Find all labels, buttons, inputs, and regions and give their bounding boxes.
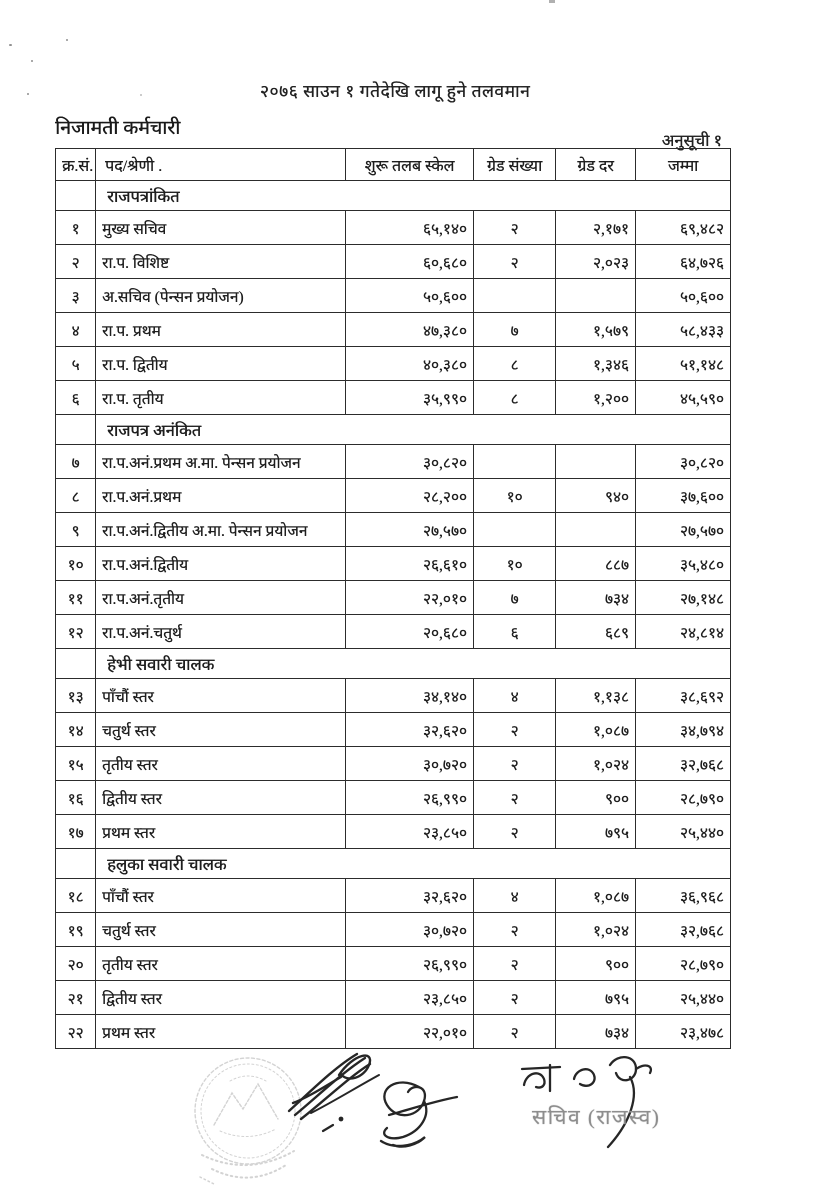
serial-number-cell: १३: [56, 679, 96, 713]
employee-category-heading: निजामती कर्मचारी: [55, 118, 181, 139]
starting-salary-cell: २६,९९०: [346, 947, 474, 981]
table-row: [56, 313, 731, 347]
grade-rate-cell: १,१३८: [556, 679, 636, 713]
col-header-serial-number: क्र.सं.: [56, 149, 96, 181]
grade-rate-cell: १,३४६: [556, 347, 636, 381]
starting-salary-cell: ६५,१४०: [346, 211, 474, 245]
signature-2: [367, 1073, 462, 1153]
grade-count-cell: २: [474, 913, 556, 947]
total-cell: ५०,६००: [636, 279, 731, 313]
starting-salary-cell: ३४,१४०: [346, 679, 474, 713]
grade-count-cell: ७: [474, 581, 556, 615]
total-cell: २३,४७८: [636, 1015, 731, 1049]
total-cell: ५८,४३३: [636, 313, 731, 347]
total-cell: २५,४४०: [636, 815, 731, 849]
grade-rate-cell: १,२००: [556, 381, 636, 415]
serial-number-cell: ९: [56, 513, 96, 547]
serial-number-cell: २०: [56, 947, 96, 981]
starting-salary-cell: २२,०१०: [346, 1015, 474, 1049]
table-row: [56, 547, 731, 581]
post-class-cell: रा.प. प्रथम: [96, 313, 346, 347]
starting-salary-cell: २२,०१०: [346, 581, 474, 615]
serial-number-cell: ११: [56, 581, 96, 615]
serial-number-cell: १८: [56, 879, 96, 913]
grade-count-cell: [474, 513, 556, 547]
grade-rate-cell: ९००: [556, 781, 636, 815]
post-class-cell: चतुर्थ स्तर: [96, 713, 346, 747]
post-class-cell: रा.प. तृतीय: [96, 381, 346, 415]
grade-rate-cell: ६८९: [556, 615, 636, 649]
grade-rate-cell: १,०२४: [556, 913, 636, 947]
col-header-total: जम्मा: [636, 149, 731, 181]
grade-rate-cell: [556, 279, 636, 313]
table-row: [56, 747, 731, 781]
post-class-cell: द्वितीय स्तर: [96, 981, 346, 1015]
serial-number-cell: ३: [56, 279, 96, 313]
grade-count-cell: २: [474, 947, 556, 981]
grade-count-cell: २: [474, 245, 556, 279]
starting-salary-cell: ३०,८२०: [346, 445, 474, 479]
grade-count-cell: १०: [474, 547, 556, 581]
scan-speck: [66, 39, 68, 41]
total-cell: २८,७९०: [636, 947, 731, 981]
grade-count-cell: २: [474, 211, 556, 245]
grade-count-cell: ६: [474, 615, 556, 649]
table-row: [56, 513, 731, 547]
post-class-cell: रा.प.अनं.प्रथम: [96, 479, 346, 513]
serial-number-cell: ४: [56, 313, 96, 347]
grade-rate-cell: ८८७: [556, 547, 636, 581]
total-cell: ४५,५९०: [636, 381, 731, 415]
serial-number-cell: २१: [56, 981, 96, 1015]
grade-rate-cell: ९००: [556, 947, 636, 981]
schedule-label: अनुसूची १: [661, 131, 722, 150]
section-header-row: [56, 849, 731, 879]
grade-rate-cell: ७९५: [556, 815, 636, 849]
table-row: [56, 815, 731, 849]
serial-number-cell: १५: [56, 747, 96, 781]
post-class-cell: पाँचौं स्तर: [96, 879, 346, 913]
section-sn-cell: [56, 181, 96, 211]
grade-count-cell: ४: [474, 679, 556, 713]
scan-speck: [31, 60, 33, 62]
post-class-cell: रा.प. विशिष्ट: [96, 245, 346, 279]
grade-rate-cell: २,१७१: [556, 211, 636, 245]
section-sn-cell: [56, 415, 96, 445]
section-title: राजपत्रांकित: [96, 181, 731, 211]
col-header-starting-salary-scale: शुरू तलब स्केल: [346, 149, 474, 181]
table-row: [56, 615, 731, 649]
serial-number-cell: २: [56, 245, 96, 279]
section-sn-cell: [56, 849, 96, 879]
post-class-cell: चतुर्थ स्तर: [96, 913, 346, 947]
grade-rate-cell: १,०२४: [556, 747, 636, 781]
table-row: [56, 679, 731, 713]
post-class-cell: रा.प. द्वितीय: [96, 347, 346, 381]
grade-count-cell: १०: [474, 479, 556, 513]
grade-rate-cell: ७९५: [556, 981, 636, 1015]
starting-salary-cell: २७,५७०: [346, 513, 474, 547]
serial-number-cell: १: [56, 211, 96, 245]
scan-speck: [9, 44, 12, 46]
total-cell: ३५,४८०: [636, 547, 731, 581]
serial-number-cell: १४: [56, 713, 96, 747]
grade-rate-cell: [556, 513, 636, 547]
total-cell: २४,८१४: [636, 615, 731, 649]
grade-count-cell: २: [474, 815, 556, 849]
table-row: [56, 279, 731, 313]
total-cell: २७,५७०: [636, 513, 731, 547]
serial-number-cell: ५: [56, 347, 96, 381]
starting-salary-cell: ३२,६२०: [346, 879, 474, 913]
grade-rate-cell: १,०८७: [556, 879, 636, 913]
section-title: हेभी सवारी चालक: [96, 649, 731, 679]
post-class-cell: रा.प.अनं.तृतीय: [96, 581, 346, 615]
section-sn-cell: [56, 649, 96, 679]
scan-speck: [549, 0, 555, 3]
serial-number-cell: २२: [56, 1015, 96, 1049]
table-header-row: [56, 149, 731, 181]
section-header-row: [56, 649, 731, 679]
starting-salary-cell: ४०,३८०: [346, 347, 474, 381]
post-class-cell: अ.सचिव (पेन्सन प्रयोजन): [96, 279, 346, 313]
starting-salary-cell: ३५,९९०: [346, 381, 474, 415]
serial-number-cell: १६: [56, 781, 96, 815]
total-cell: ३८,६९२: [636, 679, 731, 713]
grade-count-cell: ४: [474, 879, 556, 913]
table-row: [56, 245, 731, 279]
table-row: [56, 713, 731, 747]
grade-count-cell: २: [474, 981, 556, 1015]
starting-salary-cell: २६,६१०: [346, 547, 474, 581]
table-row: [56, 381, 731, 415]
signature-area: [0, 1043, 840, 1192]
total-cell: ३७,६००: [636, 479, 731, 513]
total-cell: २५,४४०: [636, 981, 731, 1015]
document-title: २०७६ साउन १ गतेदेखि लागू हुने तलवमान: [259, 81, 531, 101]
starting-salary-cell: २३,८५०: [346, 981, 474, 1015]
starting-salary-cell: ४७,३८०: [346, 313, 474, 347]
grade-rate-cell: ९४०: [556, 479, 636, 513]
starting-salary-cell: २६,९९०: [346, 781, 474, 815]
serial-number-cell: १२: [56, 615, 96, 649]
total-cell: २७,१४८: [636, 581, 731, 615]
col-header-post-class: पद/श्रेणी .: [96, 149, 346, 181]
total-cell: ३६,९६८: [636, 879, 731, 913]
grade-count-cell: [474, 445, 556, 479]
table-row: [56, 981, 731, 1015]
post-class-cell: तृतीय स्तर: [96, 947, 346, 981]
serial-number-cell: १७: [56, 815, 96, 849]
col-header-grade-count: ग्रेड संख्या: [474, 149, 556, 181]
starting-salary-cell: ३०,७२०: [346, 747, 474, 781]
total-cell: ६९,४८२: [636, 211, 731, 245]
starting-salary-cell: ३२,६२०: [346, 713, 474, 747]
col-header-grade-rate: ग्रेड दर: [556, 149, 636, 181]
grade-count-cell: २: [474, 1015, 556, 1049]
serial-number-cell: ७: [56, 445, 96, 479]
grade-rate-cell: ७३४: [556, 581, 636, 615]
table-row: [56, 479, 731, 513]
total-cell: ३४,७९४: [636, 713, 731, 747]
post-class-cell: द्वितीय स्तर: [96, 781, 346, 815]
section-title: हलुका सवारी चालक: [96, 849, 731, 879]
total-cell: ६४,७२६: [636, 245, 731, 279]
total-cell: ३०,८२०: [636, 445, 731, 479]
post-class-cell: मुख्य सचिव: [96, 211, 346, 245]
post-class-cell: रा.प.अनं.द्वितीय: [96, 547, 346, 581]
grade-count-cell: २: [474, 747, 556, 781]
total-cell: ३२,७६८: [636, 913, 731, 947]
serial-number-cell: १०: [56, 547, 96, 581]
starting-salary-cell: ३०,७२०: [346, 913, 474, 947]
table-row: [56, 913, 731, 947]
grade-count-cell: २: [474, 781, 556, 815]
post-class-cell: प्रथम स्तर: [96, 1015, 346, 1049]
grade-count-cell: ८: [474, 347, 556, 381]
grade-count-cell: ८: [474, 381, 556, 415]
starting-salary-cell: २३,८५०: [346, 815, 474, 849]
salary-scale-table: [55, 148, 731, 1049]
section-header-row: [56, 415, 731, 445]
total-cell: ५१,१४८: [636, 347, 731, 381]
post-class-cell: तृतीय स्तर: [96, 747, 346, 781]
signatory-title-stamp: सचिव (राजस्व): [532, 1105, 661, 1129]
starting-salary-cell: ६०,६८०: [346, 245, 474, 279]
serial-number-cell: १९: [56, 913, 96, 947]
grade-rate-cell: [556, 445, 636, 479]
starting-salary-cell: ५०,६००: [346, 279, 474, 313]
section-header-row: [56, 181, 731, 211]
post-class-cell: रा.प.अनं.प्रथम अ.मा. पेन्सन प्रयोजन: [96, 445, 346, 479]
grade-rate-cell: १,५७९: [556, 313, 636, 347]
serial-number-cell: ८: [56, 479, 96, 513]
post-class-cell: रा.प.अनं.चतुर्थ: [96, 615, 346, 649]
serial-number-cell: ६: [56, 381, 96, 415]
table-row: [56, 347, 731, 381]
total-cell: ३२,७६८: [636, 747, 731, 781]
post-class-cell: प्रथम स्तर: [96, 815, 346, 849]
starting-salary-cell: २८,२००: [346, 479, 474, 513]
table-row: [56, 947, 731, 981]
grade-rate-cell: ७३४: [556, 1015, 636, 1049]
grade-count-cell: २: [474, 713, 556, 747]
grade-count-cell: [474, 279, 556, 313]
grade-count-cell: ७: [474, 313, 556, 347]
table-row: [56, 445, 731, 479]
post-class-cell: रा.प.अनं.द्वितीय अ.मा. पेन्सन प्रयोजन: [96, 513, 346, 547]
grade-rate-cell: २,०२३: [556, 245, 636, 279]
table-row: [56, 781, 731, 815]
post-class-cell: पाँचौं स्तर: [96, 679, 346, 713]
grade-rate-cell: १,०८७: [556, 713, 636, 747]
total-cell: २८,७९०: [636, 781, 731, 815]
table-row: [56, 211, 731, 245]
section-title: राजपत्र अनंकित: [96, 415, 731, 445]
table-row: [56, 879, 731, 913]
table-row: [56, 581, 731, 615]
starting-salary-cell: २०,६८०: [346, 615, 474, 649]
